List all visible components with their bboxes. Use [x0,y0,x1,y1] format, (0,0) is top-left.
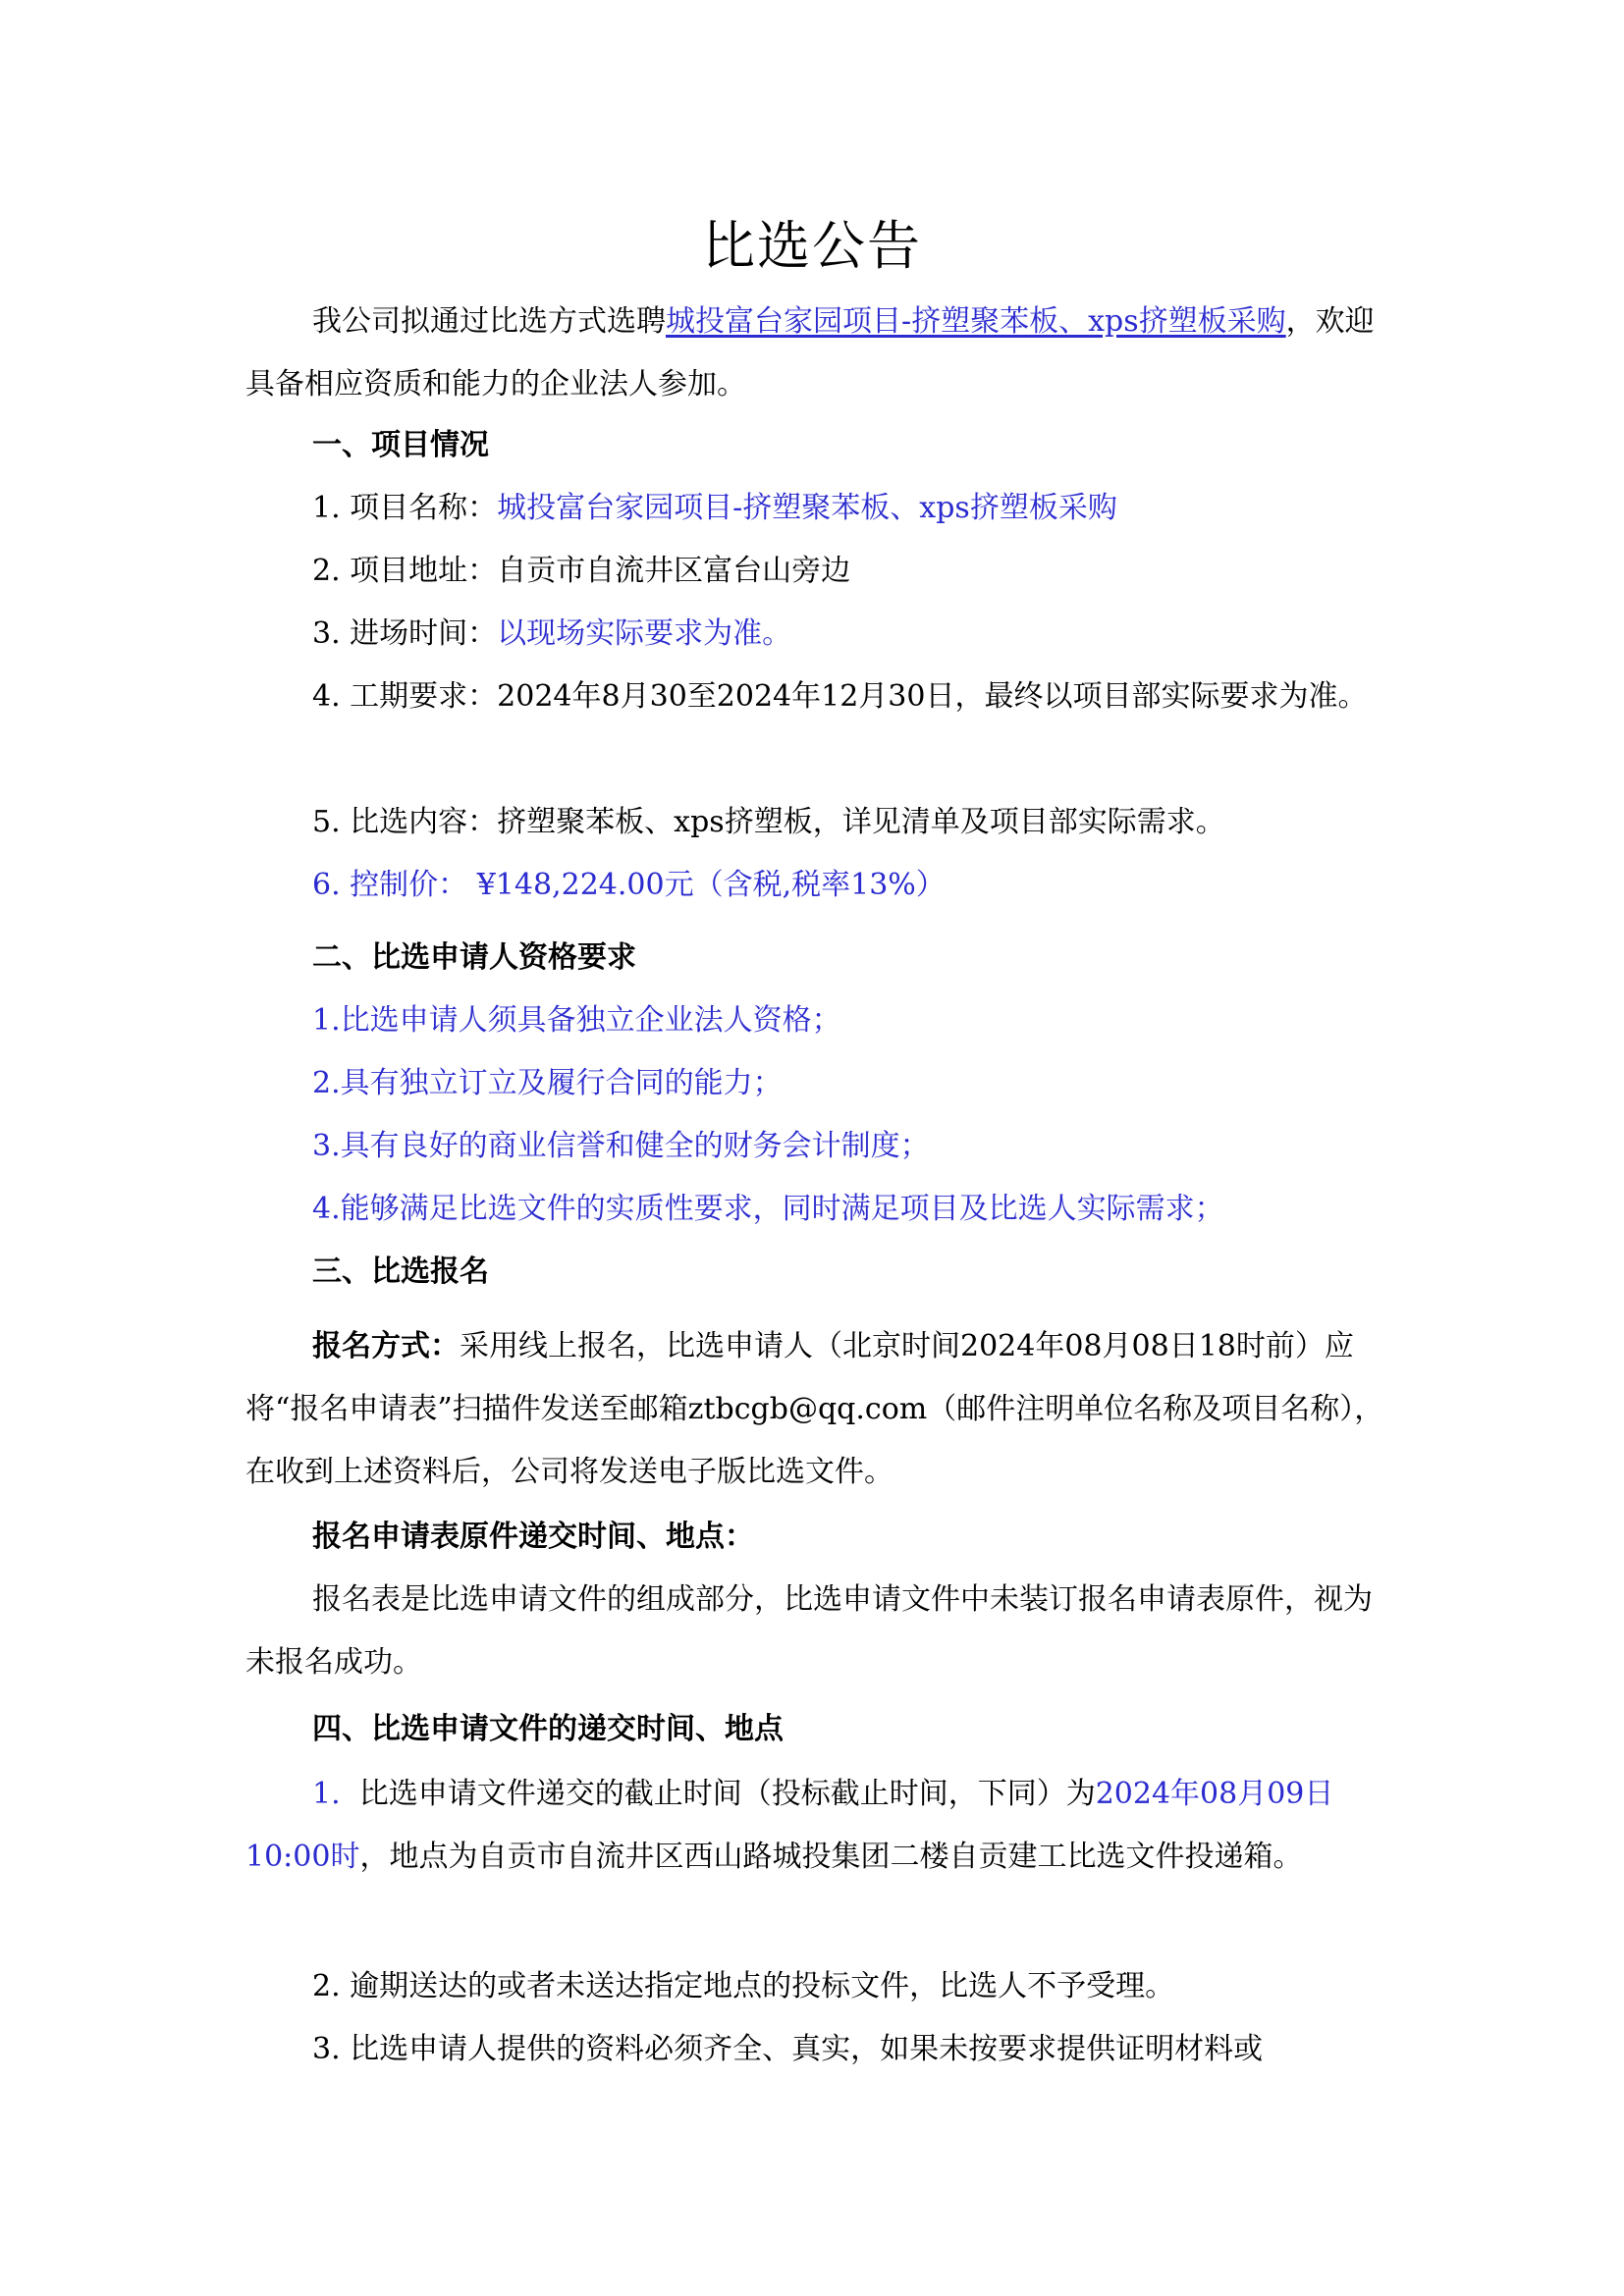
submission-item-1 [245,1763,1389,1889]
content-label: 5. 比选内容： [312,805,498,839]
intro-prefix: 我公司拟通过比选方式选聘 [312,304,666,339]
submission-item-3: 3. 比选申请人提供的资料必须齐全、真实，如果未按要求提供证明材料或 [312,2032,1264,2066]
qualification-item-2: 2.具有独立订立及履行合同的能力； [312,1066,783,1100]
project-name-value: 城投富台家园项目-挤塑聚苯板、xps挤塑板采购 [497,491,1117,525]
project-name-label: 1. 项目名称： [312,491,498,525]
section1-heading: 一、项目情况 [312,428,489,462]
entry-time-value: 以现场实际要求为准。 [497,616,792,651]
submission-item-1-post: ，地点为自贡市自流井区西山路城投集团二楼自贡建工比选文件投递箱。 [359,1840,1303,1874]
section2-heading: 二、比选申请人资格要求 [312,940,636,975]
project-address-value: 自贡市自流井区富台山旁边 [497,554,851,588]
content-line [245,791,1389,854]
entry-time-line [245,603,1389,666]
original-form-text: 报名表是比选申请文件的组成部分，比选申请文件中未装订报名申请表原件，视为未报名成功。 [245,1582,1373,1680]
intro-paragraph [245,291,1389,416]
registration-method-label: 报名方式： [312,1329,460,1363]
entry-time-label: 3. 进场时间： [312,616,498,651]
page-title: 比选公告 [702,215,922,277]
duration-label: 4. 工期要求： [312,679,498,714]
duration-line [245,666,1389,728]
qualification-item-3: 3.具有良好的商业信誉和健全的财务会计制度； [312,1129,930,1163]
control-price-value: ¥148,224.00元（含税,税率13%） [476,868,946,902]
section3-heading: 三、比选报名 [312,1255,489,1289]
content-value: 挤塑聚苯板、xps挤塑板，详见清单及项目部实际需求。 [497,805,1225,839]
submission-item-1-pre: 比选申请文件递交的截止时间（投标截止时间，下同）为 [358,1777,1096,1811]
qualification-item-4: 4.能够满足比选文件的实质性要求，同时满足项目及比选人实际需求； [312,1192,1224,1226]
intro-suffix: ，欢迎具备相应资质和能力的企业法人参加。 [245,304,1375,401]
qualification-item-1: 1.比选申请人须具备独立企业法人资格； [312,1003,841,1038]
control-price-line [245,854,1389,917]
section4-heading: 四、比选申请文件的递交时间、地点 [312,1712,784,1746]
submission-deadline: 2024年08月09日10:00时 [245,1777,1334,1874]
duration-value: 2024年8月30至2024年12月30日，最终以项目部实际要求为准。 [497,679,1368,714]
project-name-line [245,477,1389,540]
original-form-heading: 报名申请表原件递交时间、地点： [312,1520,754,1554]
intro-project-name: 城投富台家园项目-挤塑聚苯板、xps挤塑板采购 [666,304,1286,339]
control-price-label: 6. 控制价： [312,868,468,902]
submission-item-1-number: 1. [312,1777,341,1811]
submission-item-2: 2. 逾期送达的或者未送达指定地点的投标文件，比选人不予受理。 [312,1969,1175,2003]
registration-method-text: 采用线上报名，比选申请人（北京时间2024年08月08日18时前）应将“报名申请表”扫描件发送至邮箱ztbcgb@qq.com（邮件注明单位名称及项目名称），在收到上述资料后，公司将发送电子版比选文件。 [245,1329,1384,1489]
project-address-line [245,540,1389,603]
project-address-label: 2. 项目地址： [312,554,498,588]
registration-method [245,1315,1389,1504]
